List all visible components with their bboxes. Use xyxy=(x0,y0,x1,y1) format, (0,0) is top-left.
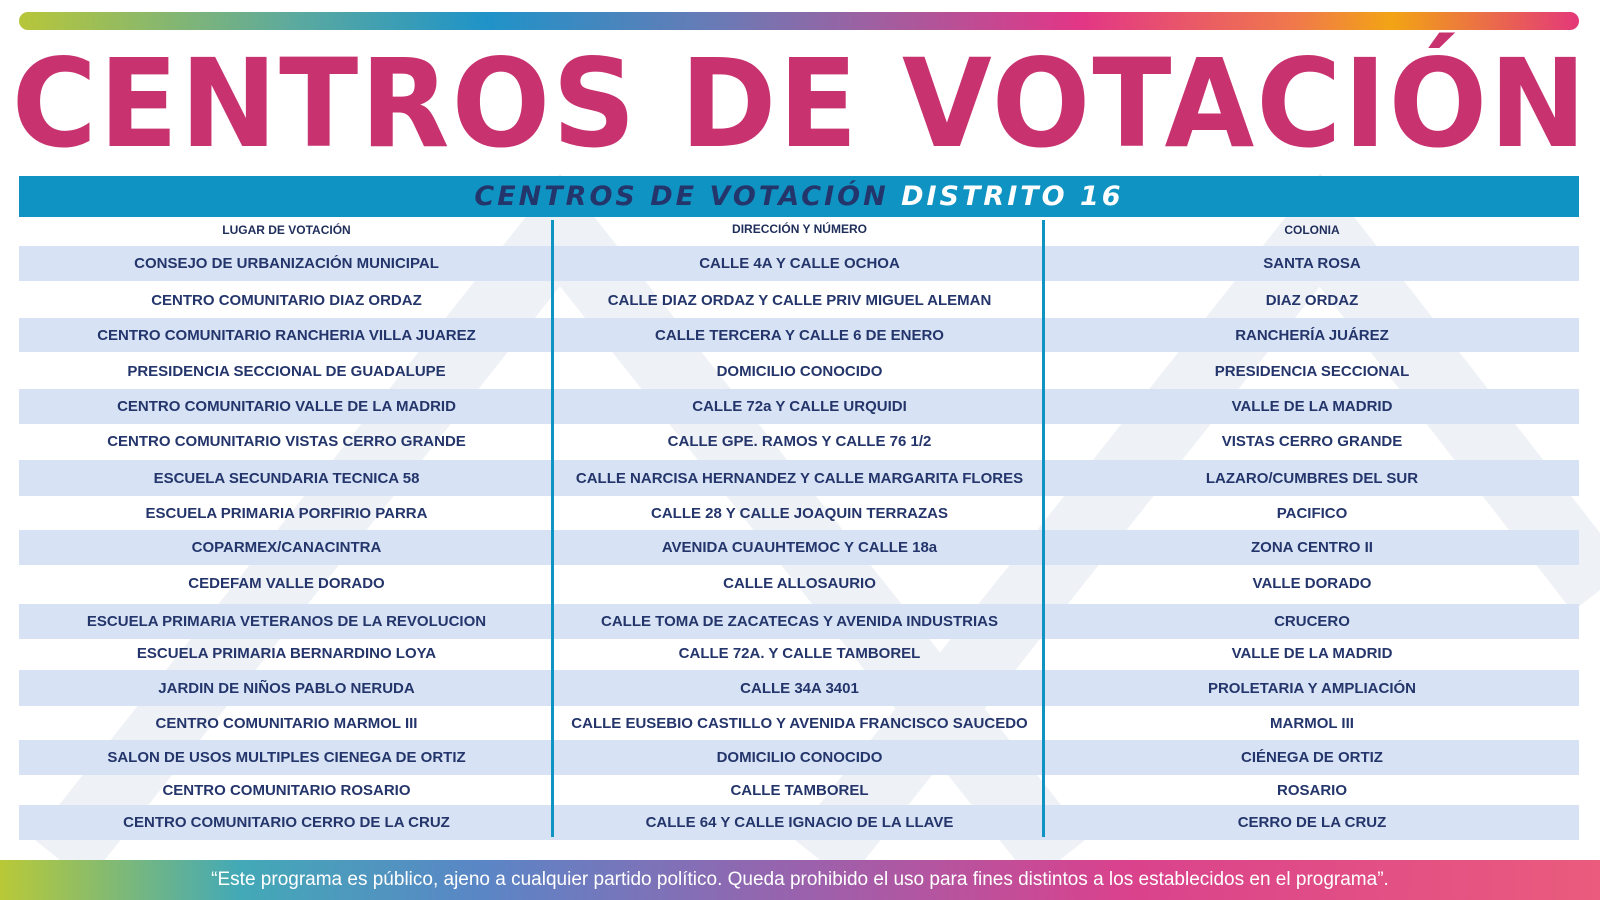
column-header-colonia: COLONIA xyxy=(1284,223,1340,237)
cell-colonia: PRESIDENCIA SECCIONAL xyxy=(1214,363,1410,380)
cell-lugar: CENTRO COMUNITARIO VALLE DE LA MADRID xyxy=(117,398,456,415)
table-row xyxy=(19,775,1579,805)
table-row xyxy=(19,638,1579,668)
table-row xyxy=(19,389,1579,424)
cell-direccion: DOMICILIO CONOCIDO xyxy=(716,749,883,766)
cell-direccion: CALLE NARCISA HERNANDEZ Y CALLE MARGARITA FLORES xyxy=(575,469,1024,487)
cell-lugar: PRESIDENCIA SECCIONAL DE GUADALUPE xyxy=(127,363,446,380)
table-row xyxy=(19,670,1579,706)
cell-colonia: ROSARIO xyxy=(1276,781,1347,799)
cell-colonia: PROLETARIA Y AMPLIACIÓN xyxy=(1207,679,1417,697)
table-row xyxy=(19,285,1579,316)
cell-lugar: CENTRO COMUNITARIO CERRO DE LA CRUZ xyxy=(123,814,450,831)
cell-lugar: ESCUELA PRIMARIA BERNARDINO LOYA xyxy=(136,644,437,662)
cell-colonia: VALLE DE LA MADRID xyxy=(1231,644,1393,662)
cell-colonia: RANCHERÍA JUÁREZ xyxy=(1235,326,1389,344)
cell-colonia: VISTAS CERRO GRANDE xyxy=(1221,433,1403,450)
table-row xyxy=(19,706,1579,740)
cell-lugar: CENTRO COMUNITARIO RANCHERIA VILLA JUAREZ xyxy=(97,326,476,344)
cell-direccion: DOMICILIO CONOCIDO xyxy=(716,363,883,380)
table-row xyxy=(19,318,1579,352)
cell-direccion: CALLE EUSEBIO CASTILLO Y AVENIDA FRANCISCO SAUCEDO xyxy=(571,714,1028,732)
cell-direccion: CALLE TERCERA Y CALLE 6 DE ENERO xyxy=(655,326,944,344)
cell-colonia: VALLE DE LA MADRID xyxy=(1231,398,1393,415)
page-title: CENTROS DE VOTACIÓN xyxy=(11,33,1589,176)
table-header-title: CENTROS DE VOTACIÓN xyxy=(474,181,889,212)
table-row xyxy=(19,424,1579,459)
table-row xyxy=(19,805,1579,840)
table-row xyxy=(19,566,1579,601)
cell-direccion: CALLE 28 Y CALLE JOAQUIN TERRAZAS xyxy=(651,504,948,522)
table-row xyxy=(19,530,1579,565)
cell-lugar: CEDEFAM VALLE DORADO xyxy=(188,575,385,592)
cell-direccion: CALLE TAMBOREL xyxy=(730,781,869,799)
column-divider-2 xyxy=(1042,220,1045,837)
column-header-lugar: LUGAR DE VOTACIÓN xyxy=(222,223,351,237)
table-row xyxy=(19,740,1579,775)
cell-direccion: CALLE TOMA DE ZACATECAS Y AVENIDA INDUSTRIAS xyxy=(601,613,998,630)
cell-colonia: PACIFICO xyxy=(1276,504,1348,522)
table-row xyxy=(19,604,1579,639)
column-header-direccion: DIRECCIÓN Y NÚMERO xyxy=(732,222,867,236)
table-row xyxy=(19,246,1579,281)
cell-colonia: VALLE DORADO xyxy=(1252,575,1372,592)
cell-direccion: CALLE 64 Y CALLE IGNACIO DE LA LLAVE xyxy=(645,814,954,831)
cell-lugar: ESCUELA PRIMARIA PORFIRIO PARRA xyxy=(145,504,428,522)
cell-direccion: CALLE 4A Y CALLE OCHOA xyxy=(699,255,900,272)
cell-direccion: CALLE DIAZ ORDAZ Y CALLE PRIV MIGUEL ALEMAN xyxy=(607,292,992,309)
cell-lugar: JARDIN DE NIÑOS PABLO NERUDA xyxy=(158,679,415,697)
cell-lugar: CENTRO COMUNITARIO DIAZ ORDAZ xyxy=(151,292,422,309)
column-divider-1 xyxy=(551,220,554,837)
cell-colonia: MARMOL III xyxy=(1270,714,1354,732)
cell-lugar: CENTRO COMUNITARIO ROSARIO xyxy=(162,781,411,799)
cell-colonia: CIÉNEGA DE ORTIZ xyxy=(1241,749,1383,766)
cell-direccion: CALLE 72a Y CALLE URQUIDI xyxy=(692,398,907,415)
cell-lugar: CENTRO COMUNITARIO MARMOL III xyxy=(155,714,418,732)
cell-colonia: LAZARO/CUMBRES DEL SUR xyxy=(1205,469,1419,487)
cell-direccion: CALLE GPE. RAMOS Y CALLE 76 1/2 xyxy=(667,433,932,450)
cell-colonia: SANTA ROSA xyxy=(1263,255,1361,272)
cell-lugar: SALON DE USOS MULTIPLES CIENEGA DE ORTIZ xyxy=(107,749,466,766)
cell-direccion: CALLE 34A 3401 xyxy=(740,679,859,697)
cell-colonia: CERRO DE LA CRUZ xyxy=(1237,814,1387,831)
cell-lugar: ESCUELA SECUNDARIA TECNICA 58 xyxy=(153,469,420,487)
cell-direccion: CALLE 72A. Y CALLE TAMBOREL xyxy=(678,644,921,662)
cell-colonia: CRUCERO xyxy=(1274,613,1350,630)
cell-lugar: ESCUELA PRIMARIA VETERANOS DE LA REVOLUCION xyxy=(86,613,487,630)
cell-direccion: AVENIDA CUAUHTEMOC Y CALLE 18a xyxy=(661,539,938,556)
cell-lugar: COPARMEX/CANACINTRA xyxy=(191,539,382,556)
table-row xyxy=(19,354,1579,389)
table-row xyxy=(19,496,1579,530)
footer-disclaimer: “Este programa es público, ajeno a cualquier partido político. Queda prohibido el uso para fines distintos a los establecidos en el programa”. xyxy=(0,860,1600,900)
cell-colonia: ZONA CENTRO II xyxy=(1251,539,1373,556)
cell-direccion: CALLE ALLOSAURIO xyxy=(723,575,876,592)
cell-lugar: CENTRO COMUNITARIO VISTAS CERRO GRANDE xyxy=(107,433,466,450)
cell-colonia: DIAZ ORDAZ xyxy=(1265,292,1359,309)
cell-lugar: CONSEJO DE URBANIZACIÓN MUNICIPAL xyxy=(134,255,439,272)
table-row xyxy=(19,460,1579,496)
table-header-district: DISTRITO 16 xyxy=(901,181,1124,212)
